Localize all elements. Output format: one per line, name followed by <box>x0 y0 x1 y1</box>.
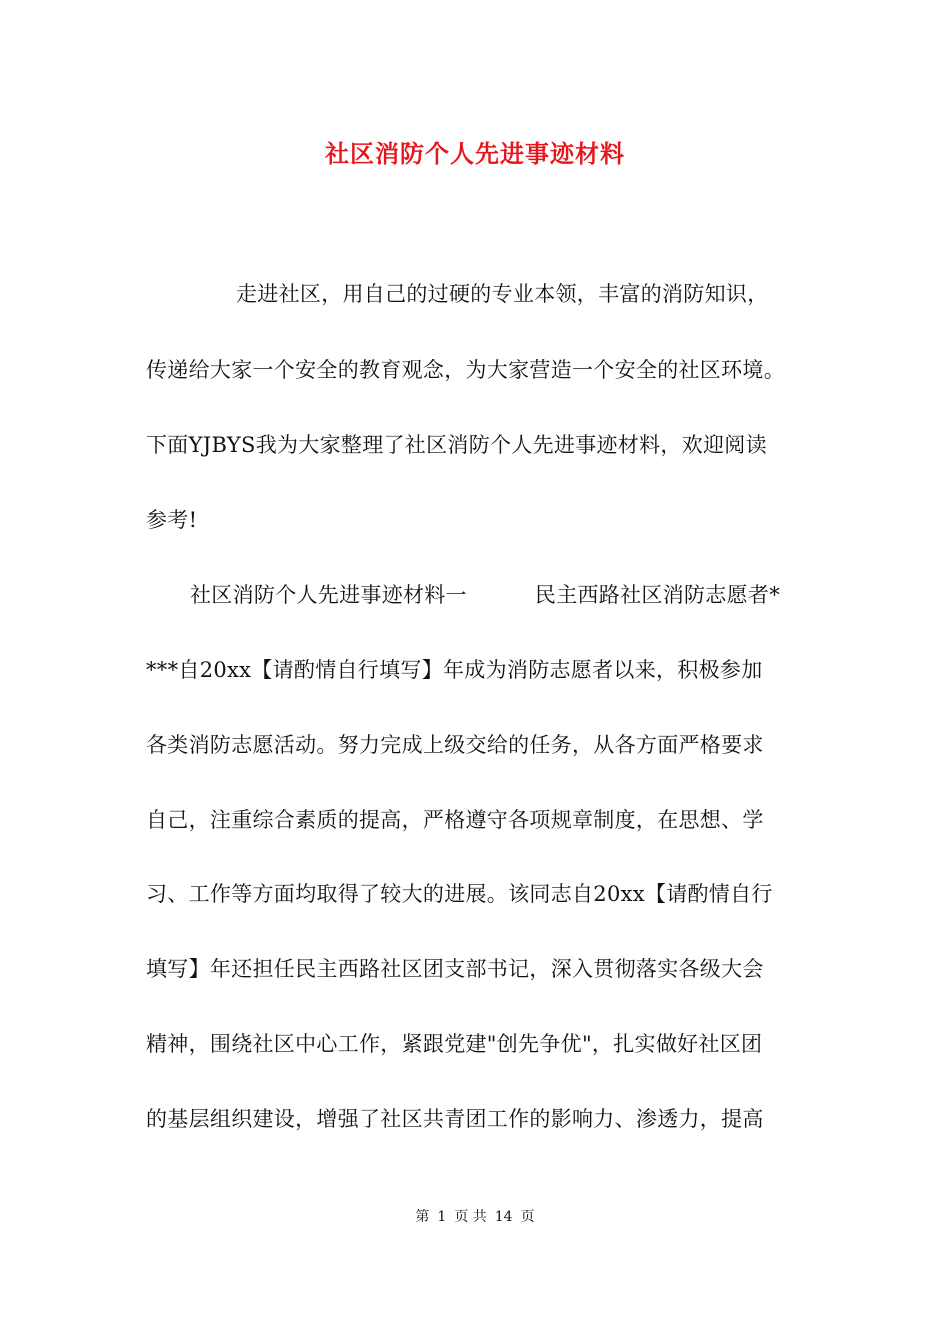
body-line: 传递给大家一个安全的教育观念，为大家营造一个安全的社区环境。 <box>146 358 785 382</box>
body-line: 各类消防志愿活动。努力完成上级交给的任务，从各方面严格要求 <box>146 733 764 757</box>
page-footer <box>0 1207 950 1227</box>
body-line: 精神，围绕社区中心工作，紧跟党建"创先争优"，扎实做好社区团 <box>146 1032 763 1056</box>
footer-label-page: 第 <box>415 1209 430 1225</box>
footer-current-page: 1 <box>437 1209 447 1225</box>
body-line: 走进社区，用自己的过硬的专业本领，丰富的消防知识， <box>236 282 769 306</box>
body-line: 填写】年还担任民主西路社区团支部书记，深入贯彻落实各级大会 <box>146 957 764 981</box>
footer-total-pages: 14 <box>494 1209 513 1225</box>
page-title: 社区消防个人先进事迹材料 <box>325 139 625 168</box>
body-line: ***自20xx【请酌情自行填写】年成为消防志愿者以来，积极参加 <box>146 658 763 682</box>
body-line: 自己，注重综合素质的提高，严格遵守各项规章制度，在思想、学 <box>146 808 764 832</box>
section-heading: 社区消防个人先进事迹材料一 <box>190 583 467 607</box>
body-line: 参考! <box>146 508 198 532</box>
body-line: 的基层组织建设，增强了社区共青团工作的影响力、渗透力，提高 <box>146 1107 764 1131</box>
body-line: 下面YJBYS我为大家整理了社区消防个人先进事迹材料，欢迎阅读 <box>146 433 767 457</box>
footer-label-of: 页 共 <box>454 1209 487 1225</box>
section-subject: 民主西路社区消防志愿者* <box>534 583 781 607</box>
footer-label-end: 页 <box>520 1209 535 1225</box>
body-line-section-heading <box>190 580 780 610</box>
body-line: 习、工作等方面均取得了较大的进展。该同志自20xx【请酌情自行 <box>146 882 773 906</box>
